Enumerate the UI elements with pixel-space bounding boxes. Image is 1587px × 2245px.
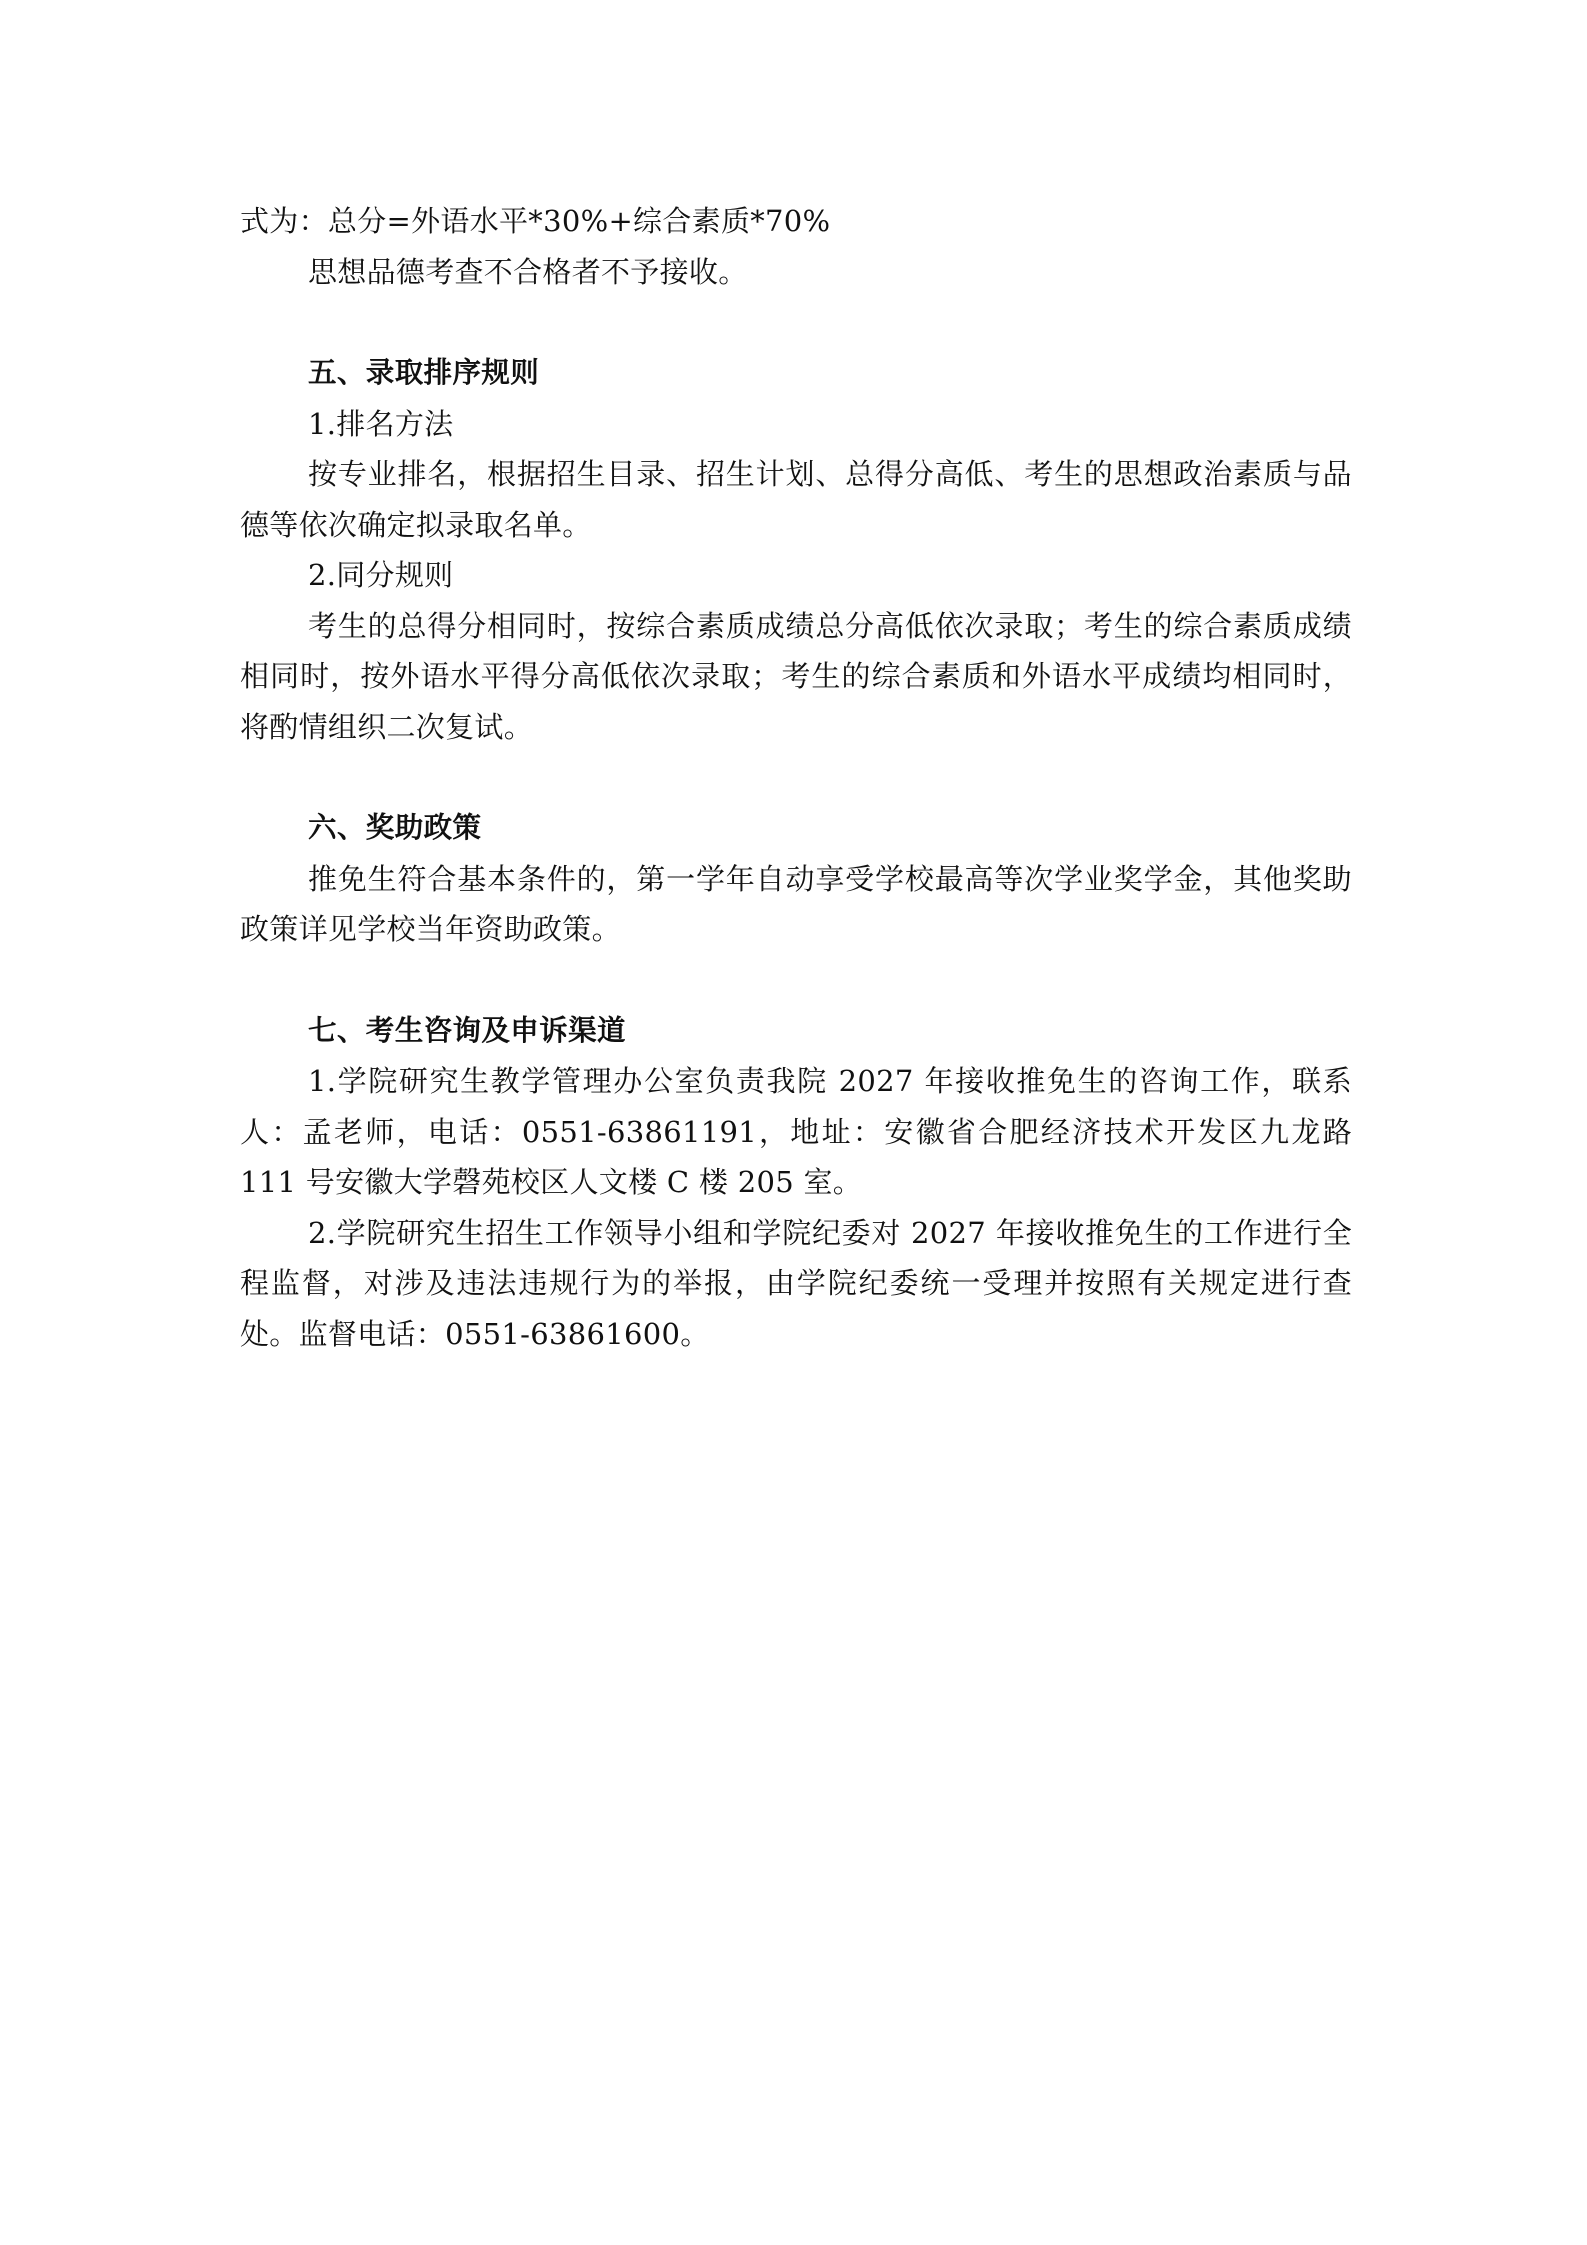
ranking-method-text: 按专业排名，根据招生目录、招生计划、总得分高低、考生的思想政治素质与品德等依次确定拟录取名单。 xyxy=(240,457,1352,542)
moral-requirement: 思想品德考查不合格者不予接收。 xyxy=(308,254,748,289)
section-spacer xyxy=(240,752,1352,803)
section-spacer xyxy=(240,955,1352,1006)
supervision-appeal-text: 2.学院研究生招生工作领导小组和学院纪委对 2027 年接收推免生的工作进行全程监督，对涉及违法违规行为的举报，由学院纪委统一受理并按照有关规定进行查处。监督电话：0551-63861600。 xyxy=(240,1215,1352,1351)
consultation-contact-text: 1.学院研究生教学管理办公室负责我院 2027 年接收推免生的咨询工作，联系人：孟老师，电话：0551-63861191，地址：安徽省合肥经济技术开发区九龙路 111 号安徽大学磬苑校区人文楼 C 楼 205 室。 xyxy=(240,1064,1352,1199)
tie-rule-label: 2.同分规则 xyxy=(308,558,454,592)
section-spacer xyxy=(240,297,1352,348)
document-body xyxy=(240,196,1352,1359)
section-title-admission-ranking: 五、录取排序规则 xyxy=(308,356,540,389)
section-title-consultation-appeal: 七、考生咨询及申诉渠道 xyxy=(308,1013,626,1047)
tie-rule-text: 考生的总得分相同时，按综合素质成绩总分高低依次录取；考生的综合素质成绩相同时，按外语水平得分高低依次录取；考生的综合素质和外语水平成绩均相同时，将酌情组织二次复试。 xyxy=(240,608,1352,744)
section-title-financial-aid: 六、奖助政策 xyxy=(308,811,482,844)
scoring-formula: 式为：总分=外语水平*30%+综合素质*70% xyxy=(240,204,831,238)
ranking-method-label: 1.排名方法 xyxy=(308,406,454,441)
financial-aid-text: 推免生符合基本条件的，第一学年自动享受学校最高等次学业奖学金，其他奖助政策详见学校当年资助政策。 xyxy=(240,861,1352,946)
